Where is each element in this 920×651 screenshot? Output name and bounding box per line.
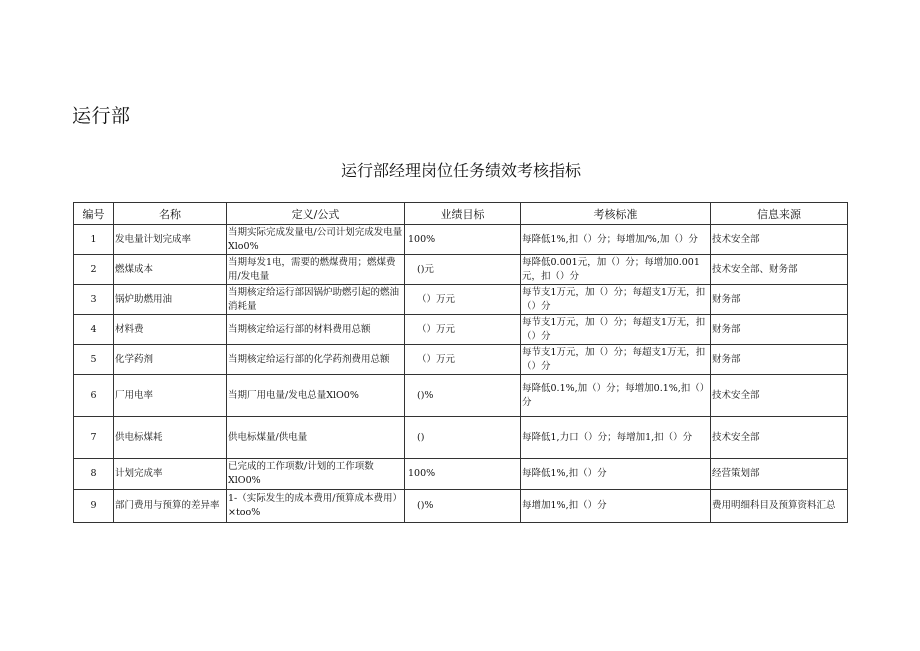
- cell-source: 财务部: [711, 285, 848, 315]
- cell-standard: 每增加1%,扣（）分: [521, 490, 711, 523]
- cell-standard: 每节支1万元，加（）分；每超支1万无，扣（）分: [521, 285, 711, 315]
- table-row: [74, 459, 848, 490]
- cell-source: 财务部: [711, 315, 848, 345]
- document-title: 运行部经理岗位任务绩效考核指标: [340, 161, 581, 180]
- cell-source: 财务部: [711, 345, 848, 375]
- cell-definition: 当期核定给运行部的材料费用总额: [227, 315, 405, 345]
- cell-definition: 当期核定给运行部的化学药剂费用总额: [227, 345, 405, 375]
- cell-number: 5: [74, 345, 114, 375]
- cell-source: 技术安全部、财务部: [711, 255, 848, 285]
- cell-target: (): [405, 417, 521, 459]
- cell-standard: 每降低0.1%,加（）分；每增加0.1%,扣（）分: [521, 375, 711, 417]
- cell-number: 9: [74, 490, 114, 523]
- cell-definition: 当期实际完成发量电/公司计划完成发电量Xlo0%: [227, 225, 405, 255]
- cell-number: 3: [74, 285, 114, 315]
- cell-name: 锅炉助燃用油: [114, 285, 227, 315]
- table-row: [74, 225, 848, 255]
- cell-number: 1: [74, 225, 114, 255]
- kpi-table: [73, 202, 848, 523]
- cell-name: 材料费: [114, 315, 227, 345]
- cell-number: 7: [74, 417, 114, 459]
- cell-name: 化学药剂: [114, 345, 227, 375]
- cell-standard: 每节支1万元，加（）分；每超支1万无，扣（）分: [521, 345, 711, 375]
- cell-target: ()%: [405, 375, 521, 417]
- cell-number: 2: [74, 255, 114, 285]
- table-row: [74, 255, 848, 285]
- cell-source: 技术安全部: [711, 375, 848, 417]
- table-row: [74, 417, 848, 459]
- cell-standard: 每降低0.001元，加（）分；每增加0.001元，扣（）分: [521, 255, 711, 285]
- header-standard: 考核标准: [521, 203, 711, 225]
- cell-definition: 当期核定给运行部因锅炉助燃引起的燃油消耗量: [227, 285, 405, 315]
- table-row: [74, 315, 848, 345]
- table-row: [74, 490, 848, 523]
- cell-name: 部门费用与预算的差异率: [114, 490, 227, 523]
- department-heading: 运行部: [72, 105, 131, 127]
- cell-target: （）万元: [405, 345, 521, 375]
- cell-standard: 每节支1万元，加（）分；每超支1万无，扣（）分: [521, 315, 711, 345]
- table-row: [74, 375, 848, 417]
- cell-number: 4: [74, 315, 114, 345]
- cell-definition: 供电标煤量/供电量: [227, 417, 405, 459]
- cell-source: 技术安全部: [711, 225, 848, 255]
- cell-source: 费用明细科目及预算资料汇总: [711, 490, 848, 523]
- table-row: [74, 285, 848, 315]
- header-source: 信息来源: [711, 203, 848, 225]
- cell-standard: 每降低1,力口（）分；每增加1,扣（）分: [521, 417, 711, 459]
- header-target: 业绩目标: [405, 203, 521, 225]
- cell-number: 6: [74, 375, 114, 417]
- cell-source: 技术安全部: [711, 417, 848, 459]
- table-row: [74, 345, 848, 375]
- cell-name: 计划完成率: [114, 459, 227, 490]
- header-number: 编号: [74, 203, 114, 225]
- cell-definition: 已完成的工作项数/计划的工作项数XlO0%: [227, 459, 405, 490]
- cell-standard: 每降低1%,扣（）分；每增加/%,加（）分: [521, 225, 711, 255]
- cell-source: 经营策划部: [711, 459, 848, 490]
- cell-target: ()%: [405, 490, 521, 523]
- cell-definition: 当期每发1电，需要的燃煤费用；燃煤费用/发电量: [227, 255, 405, 285]
- cell-definition: 1-（实际发生的成本费用/预算成本费用）×too%: [227, 490, 405, 523]
- cell-name: 发电量计划完成率: [114, 225, 227, 255]
- cell-target: ()元: [405, 255, 521, 285]
- cell-name: 燃煤成本: [114, 255, 227, 285]
- header-definition: 定义/公式: [227, 203, 405, 225]
- cell-name: 厂用电率: [114, 375, 227, 417]
- cell-number: 8: [74, 459, 114, 490]
- cell-standard: 每降低1%,扣（）分: [521, 459, 711, 490]
- table-header-row: [74, 203, 848, 225]
- cell-target: 100%: [405, 459, 521, 490]
- header-name: 名称: [114, 203, 227, 225]
- cell-definition: 当期厂用电量/发电总量XlO0%: [227, 375, 405, 417]
- cell-target: （）万元: [405, 315, 521, 345]
- cell-target: 100%: [405, 225, 521, 255]
- cell-name: 供电标煤耗: [114, 417, 227, 459]
- cell-target: （）万元: [405, 285, 521, 315]
